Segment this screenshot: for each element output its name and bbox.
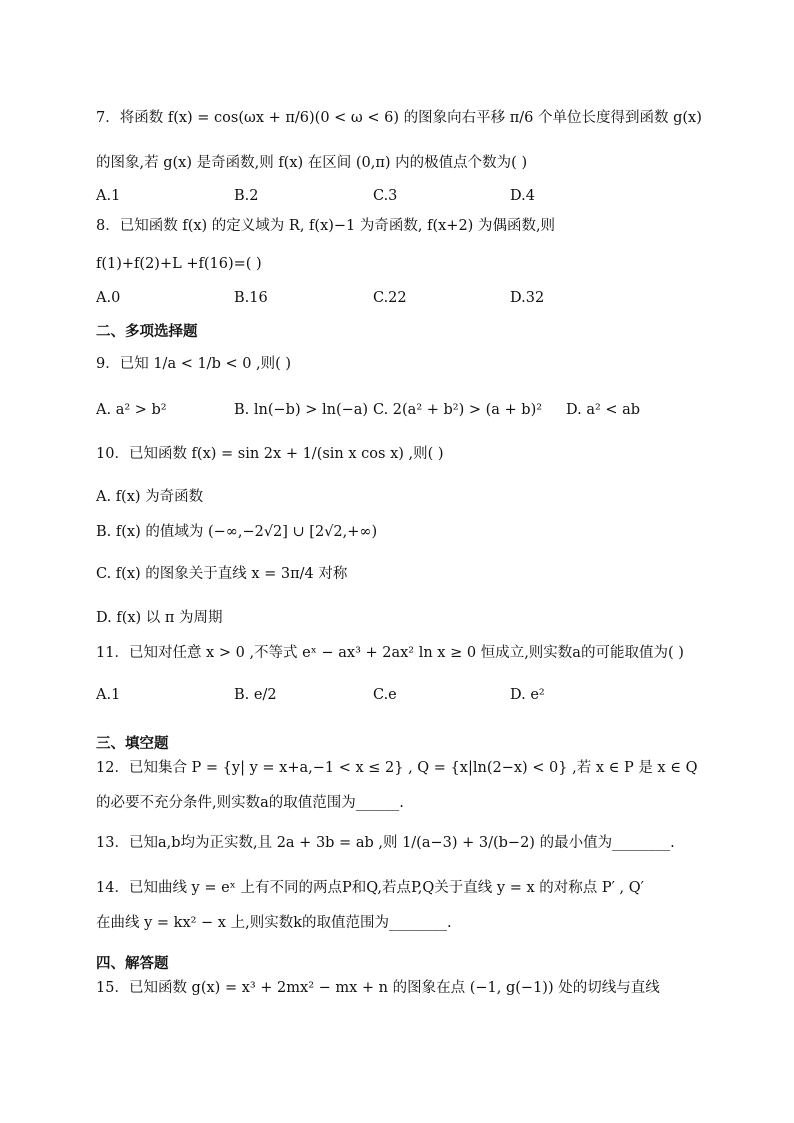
q7-option-d: D.4 [510, 188, 535, 204]
q11-option-a: A.1 [96, 687, 121, 703]
q9-option-c: C. 2(a² + b²) > (a + b)² [373, 402, 543, 418]
q10-option-d: D. f(x) 以 π 为周期 [96, 610, 223, 626]
q9-option-a: A. a² > b² [96, 402, 167, 418]
q11-option-b: B. e/2 [234, 687, 277, 703]
q10-option-c: C. f(x) 的图象关于直线 x = 3π/4 对称 [96, 566, 348, 582]
q7-line2: 的图象,若 g(x) 是奇函数,则 f(x) 在区间 (0,π) 内的极值点个数为( ) [96, 155, 528, 171]
q7-option-a: A.1 [96, 188, 121, 204]
q14-line1: 14．已知曲线 y = eˣ 上有不同的两点P和Q,若点P,Q关于直线 y = x 的对称点 P′ , Q′ [96, 880, 644, 896]
q11-option-c: C.e [373, 687, 397, 703]
q8-option-d: D.32 [510, 290, 545, 306]
section-heading-solution: 四、解答题 [96, 956, 169, 972]
q12-line2: 的必要不充分条件,则实数a的取值范围为______. [96, 795, 404, 811]
q15-line1: 15．已知函数 g(x) = x³ + 2mx² − mx + n 的图象在点 (−1, g(−1)) 处的切线与直线 [96, 980, 660, 996]
q8-option-b: B.16 [234, 290, 268, 306]
q8-option-c: C.22 [373, 290, 407, 306]
q11-option-d: D. e² [510, 687, 545, 703]
q12-line1: 12．已知集合 P = {y| y = x+a,−1 < x ≤ 2} , Q = {x|ln(2−x) < 0} ,若 x ∈ P 是 x ∈ Q [96, 760, 698, 776]
q7-option-b: B.2 [234, 188, 259, 204]
q13-line1: 13．已知a,b均为正实数,且 2a + 3b = ab ,则 1/(a−3) + 3/(b−2) 的最小值为________. [96, 835, 675, 851]
q8-line1: 8．已知函数 f(x) 的定义域为 R, f(x)−1 为奇函数, f(x+2) 为偶函数,则 [96, 218, 556, 234]
q9-line1: 9．已知 1/a < 1/b < 0 ,则( ) [96, 356, 292, 372]
q9-option-b: B. ln(−b) > ln(−a) [234, 402, 369, 418]
q10-option-a: A. f(x) 为奇函数 [96, 489, 204, 505]
q10-option-b: B. f(x) 的值域为 (−∞,−2√2] ∪ [2√2,+∞) [96, 524, 378, 540]
section-heading-multiple-choice: 二、多项选择题 [96, 324, 198, 340]
section-heading-fill-in: 三、填空题 [96, 736, 169, 752]
q11-line1: 11．已知对任意 x > 0 ,不等式 eˣ − ax³ + 2ax² ln x ≥ 0 恒成立,则实数a的可能取值为( ) [96, 645, 684, 661]
q7-option-c: C.3 [373, 188, 398, 204]
q9-option-d: D. a² < ab [566, 402, 641, 418]
q8-line2: f(1)+f(2)+L +f(16)=( ) [96, 256, 262, 272]
q7-line1: 7．将函数 f(x) = cos(ωx + π/6)(0 < ω < 6) 的图象向右平移 π/6 个单位长度得到函数 g(x) [96, 110, 702, 126]
q10-line1: 10．已知函数 f(x) = sin 2x + 1/(sin x cos x) ,则( ) [96, 446, 444, 462]
q8-option-a: A.0 [96, 290, 121, 306]
q14-line2: 在曲线 y = kx² − x 上,则实数k的取值范围为________. [96, 915, 452, 931]
